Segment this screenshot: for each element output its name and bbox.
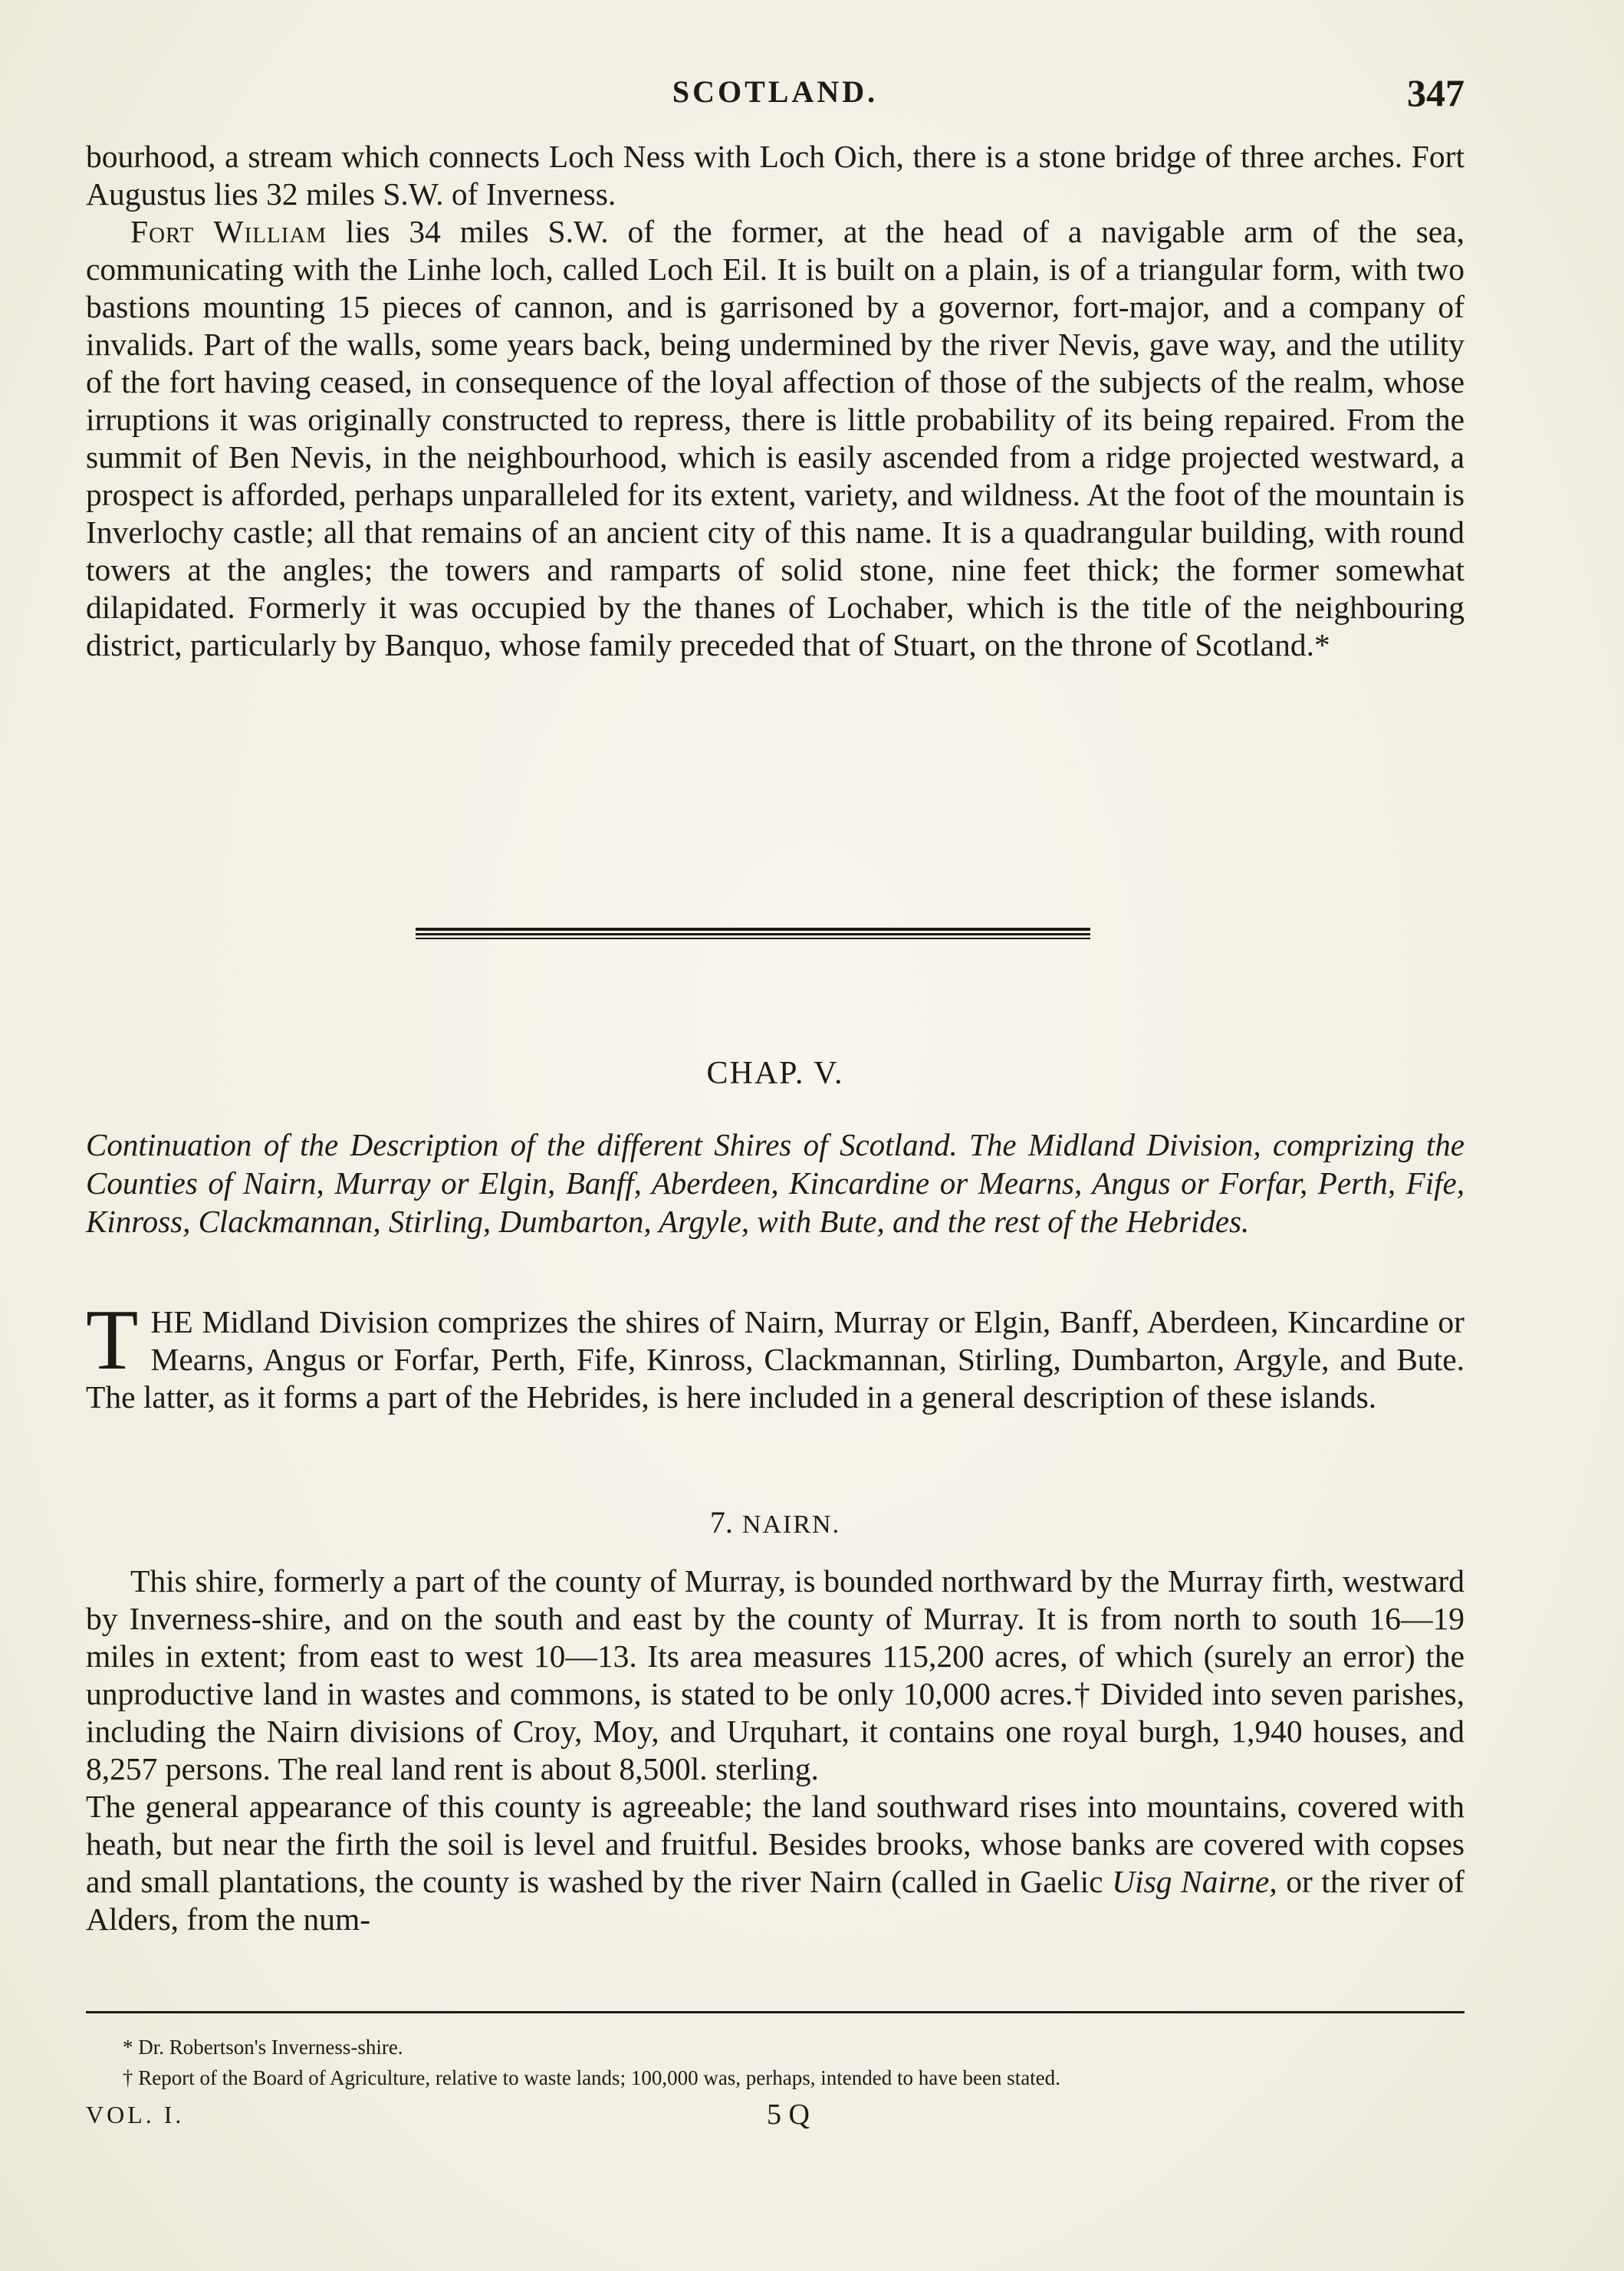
running-head [86,71,1465,117]
chapter-subtitle-line2: comprizing the Counties of Nairn, Murray or Elgin, Banff, Aberdeen, Kincardine or Mearns, Angus or Forfar, Perth, Fife, Kinross, Clackmannan, Stirling, Dumbarton, Argyle, with Bute, and the rest of the Hebrides. [86,1127,1465,1239]
page-number: 347 [1407,71,1465,114]
paragraph-midland-division [86,1293,1465,1416]
paragraph-fort-augustus: bourhood, a stream which connects Loch Ness with Loch Oich, there is a stone bridge of three arches. Fort Augustus lies 32 miles S.W. of Inverness. [86,139,1465,212]
signature-mark: 5 Q [767,2098,810,2131]
section-heading-nairn [86,1504,1465,1540]
section-number: 7. [709,1505,733,1540]
paragraph-nairn [86,1563,1465,1938]
footnotes [123,2032,1465,2093]
appearance-text-a: The general appearance of this county is agreeable; the land southward rises into mountains, covered with heath, but near the firth the soil is level and fruitful. Besides brooks, whose banks are covered with copses and small plantations, the county is washed by the river Nairn (called in Gaelic [86,1789,1465,1899]
signature-line [86,2098,1465,2135]
midland-division-text: HE Midland Division comprizes the shires of Nairn, Murray or Elgin, Banff, Aberdeen, Kincardine or Mearns, Angus or Forfar, Perth, Fife, Kinross, Clackmannan, Stirling, Dumbarton, Argyle, and Bute. The latter, as it forms a part of the Hebrides, is here included in a general description of these islands. [86,1304,1465,1415]
gaelic-name: Uisg Nairne, [1112,1864,1277,1899]
paragraph-fort-william [86,213,1465,664]
chapter-title: CHAP. V. [706,1056,844,1091]
drop-cap: T [86,1293,139,1388]
appearance-text-b: or the river of Alders, from the num- [86,1864,1465,1937]
section-name: NAIRN. [741,1510,841,1539]
chapter-subtitle [86,1126,1465,1241]
place-name-fort-william: Fort William [130,214,327,249]
footnote-1: * Dr. Robertson's Inverness-shire. [123,2036,403,2059]
running-head-title: SCOTLAND. [672,74,879,109]
midland-division-paragraph [86,1293,1465,1416]
paragraph-fort-augustus-fort-william [86,138,1465,664]
chapter-subtitle-line1: Continuation of the Description of the different Shires of Scotland. The Midland Division, [86,1127,1261,1162]
nairn-general-appearance [86,1788,1465,1938]
footnote-rule [86,2011,1465,2013]
volume-label: VOL. I. [86,2101,185,2128]
footnote-2: † Report of the Board of Agriculture, relative to waste lands; 100,000 was, perhaps, intended to have been stated. [123,2066,1060,2089]
section-divider-ornament [416,928,1090,942]
fort-william-text: lies 34 miles S.W. of the former, at the head of a navigable arm of the sea, communicating with the Linhe loch, called Loch Eil. It is built on a plain, is of a triangular form, with two bastions mounting 15 pieces of cannon, and is garrisoned by a governor, fort-major, and a company of invalids. Part of the walls, some years back, being undermined by the river Nevis, gave way, and the utility of the fort having ceased, in consequence of the loyal affection of those of the subjects of the realm, whose irruptions it was originally constructed to repress, there is little probability of its being repaired. From the summit of Ben Nevis, in the neighbourhood, which is easily ascended from a ridge projected westward, a prospect is afforded, perhaps unparalleled for its extent, variety, and wildness. At the foot of the mountain is Inverlochy castle; all that remains of an ancient city of this name. It is a quadrangular building, with round towers at the angles; the towers and ramparts of solid stone, nine feet thick; the former somewhat dilapidated. Formerly it was occupied by the thanes of Lochaber, which is the title of the neighbouring district, particularly by Banquo, whose family preceded that of Stuart, on the throne of Scotland.* [86,214,1465,662]
nairn-description: This shire, formerly a part of the county of Murray, is bounded northward by the Murray firth, westward by Inverness-shire, and on the south and east by the county of Murray. It is from north to south 16—19 miles in extent; from east to west 10—13. Its area measures 115,200 acres, of which (surely an error) the unproductive land in wastes and commons, is stated to be only 10,000 acres.† Divided into seven parishes, including the Nairn divisions of Croy, Moy, and Urquhart, it contains one royal burgh, 1,940 houses, and 8,257 persons. The real land rent is about 8,500l. sterling. [86,1563,1465,1786]
